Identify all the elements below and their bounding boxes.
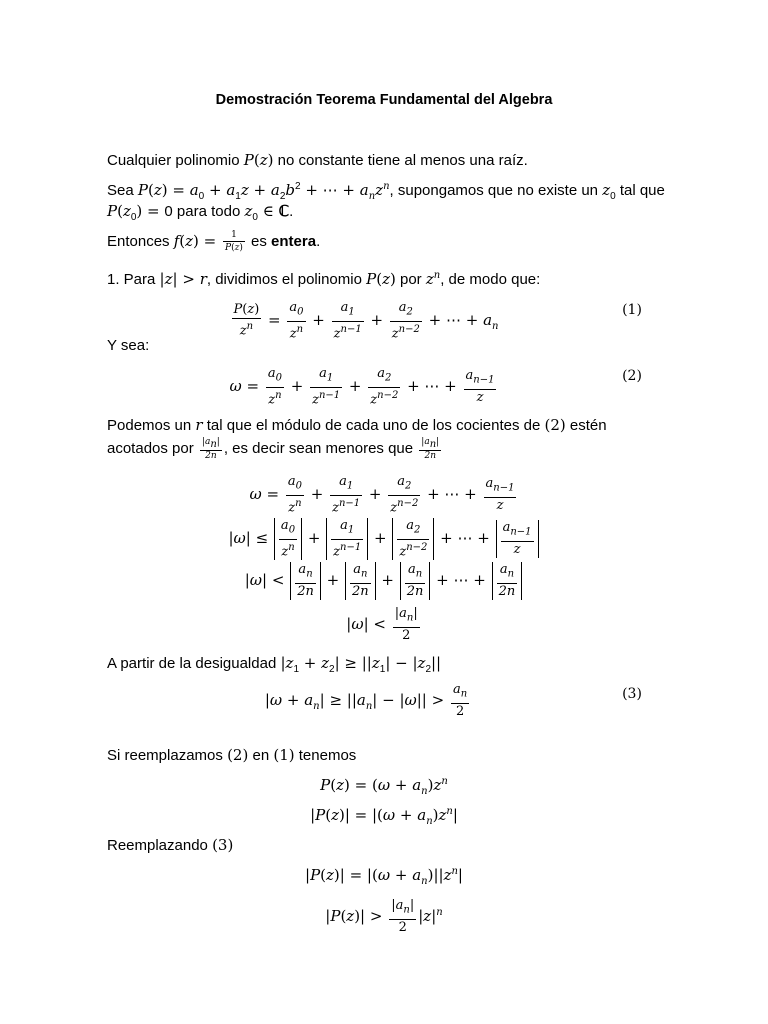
intro-rest-text: no constante tiene al menos una raíz.: [277, 152, 528, 169]
equation-omega-leq: |ω| ≤ $\frac{a_0}{z^n}$ + $\frac{a_1}{z^{n-1}}$ + $\frac{a_2}{z^{n-2}}$ + ⋯ + $\frac{a_{n-1}}{z}$: [0, 518, 768, 560]
paragraph-podemos: Podemos un r tal que el módulo de cada uno de los cocientes de (2) estén: [107, 416, 607, 434]
en-text: en: [252, 747, 270, 764]
paragraph-entonces: Entonces f(z) = $\frac{1}{P(z)}$ es entera.: [107, 230, 321, 253]
podemos-rest-text: tal que el módulo de cada uno de los cocientes de: [206, 417, 541, 434]
equation-pz-product: $P(z) = (\omega + a_n)z^n$: [320, 776, 448, 797]
paragraph-y-sea: Y sea:: [107, 337, 150, 354]
para-todo-text: para todo: [176, 203, 241, 220]
equation-abs-pz-product: $|P(z)| = |(\omega + a_n)z^n|$: [310, 806, 458, 827]
para1-text: 1. Para: [107, 271, 156, 288]
paragraph-sea: Sea $P(z) = a_0 + a_1z + a_2b^2$ + ⋯ + $a_nz^n$, supongamos que no existe un $z_0$ tal que: [107, 181, 665, 202]
equation-abs-pz-bound: |P(z)| > $\frac{|a_n|}{2}$ $|z|^n$: [325, 898, 443, 935]
paragraph-sea-cont: $P(z_0) = 0$ para todo $z_0$ ∈ ℂ.: [107, 202, 294, 223]
equation-3-number: (3): [622, 686, 642, 702]
a-partir-text: A partir de la desigualdad: [107, 655, 277, 672]
paragraph-reemplazando: Reemplazando (3): [107, 836, 234, 854]
equation-omega-lt: |ω| < $\frac{a_n}{2n}$ + $\frac{a_n}{2n}$ + $\frac{a_n}{2n}$ + ⋯ + $\frac{a_n}{2n}$: [0, 562, 768, 600]
es-decir-text: , es decir sean menores que: [223, 439, 414, 457]
paragraph-a-partir: A partir de la desigualdad $|z_1 + z_2| \ge ||z_1| - |z_2||$: [107, 654, 442, 675]
equation-abs-pz-split: $|P(z)| = |(\omega + a_n)||z^n|$: [305, 866, 463, 887]
equation-3: $|\omega + a_n| \ge ||a_n| - |\omega||$ > $\frac{a_n}{2}$: [264, 682, 468, 719]
equation-2-number: (2): [622, 368, 642, 384]
tenemos-text: tenemos: [298, 747, 357, 764]
sea-text: Sea: [107, 182, 134, 199]
equation-1: $\frac{P(z)}{z^n}$ = $\frac{a_0}{z^n}$ + $\frac{a_1}{z^{n-1}}$ + $\frac{a_2}{z^{n-2}}$ + ⋯ + $a_n$: [233, 300, 499, 341]
intro-text: Cualquier polinomio: [107, 152, 240, 169]
equation-omega-half: |ω| < $\frac{|a_n|}{2}$: [346, 606, 418, 643]
paragraph-step1: 1. Para |z| > r, dividimos el polinomio P(z) por $z^n$, de modo que:: [107, 270, 541, 288]
acotados-text: acotados por: [107, 439, 194, 457]
equation-1-number: (1): [622, 302, 642, 318]
sea-tail-text: tal que: [619, 182, 665, 199]
si-text: Si reemplazamos: [107, 747, 223, 764]
paragraph-intro: Cualquier polinomio P(z) no constante tiene al menos una raíz.: [107, 151, 528, 169]
de-modo-text: , de modo que:: [440, 271, 541, 288]
podemos-text: Podemos un: [107, 417, 192, 434]
esten-text: estén: [569, 417, 607, 434]
paragraph-acotados: acotados por $\frac{|a_n|}{2n}$ , es decir sean menores que $\frac{|a_n|}{2n}$: [107, 437, 440, 461]
paragraph-si-reemplazamos: Si reemplazamos (2) en (1) tenemos: [107, 746, 357, 764]
sea-rest-text: , supongamos que no existe un: [389, 182, 599, 199]
equation-omega: ω = $\frac{a_0}{z^n}$ + $\frac{a_1}{z^{n-1}}$ + $\frac{a_2}{z^{n-2}}$ + ⋯ + $\frac{a_{n-1}}{z}$: [249, 474, 515, 515]
dividimos-text: , dividimos el polinomio: [206, 271, 362, 288]
entonces-text: Entonces: [107, 232, 170, 250]
page-title: Demostración Teorema Fundamental del Algebra: [215, 92, 553, 108]
equation-2: ω = $\frac{a_0}{z^n}$ + $\frac{a_1}{z^{n-1}}$ + $\frac{a_2}{z^{n-2}}$ + ⋯ + $\frac{a_{n-1}}{z}$: [229, 366, 495, 407]
reemplazando-text: Reemplazando: [107, 837, 208, 854]
por-text: por: [400, 271, 422, 288]
es-text: es: [251, 232, 267, 250]
entera-text: entera: [271, 232, 317, 250]
